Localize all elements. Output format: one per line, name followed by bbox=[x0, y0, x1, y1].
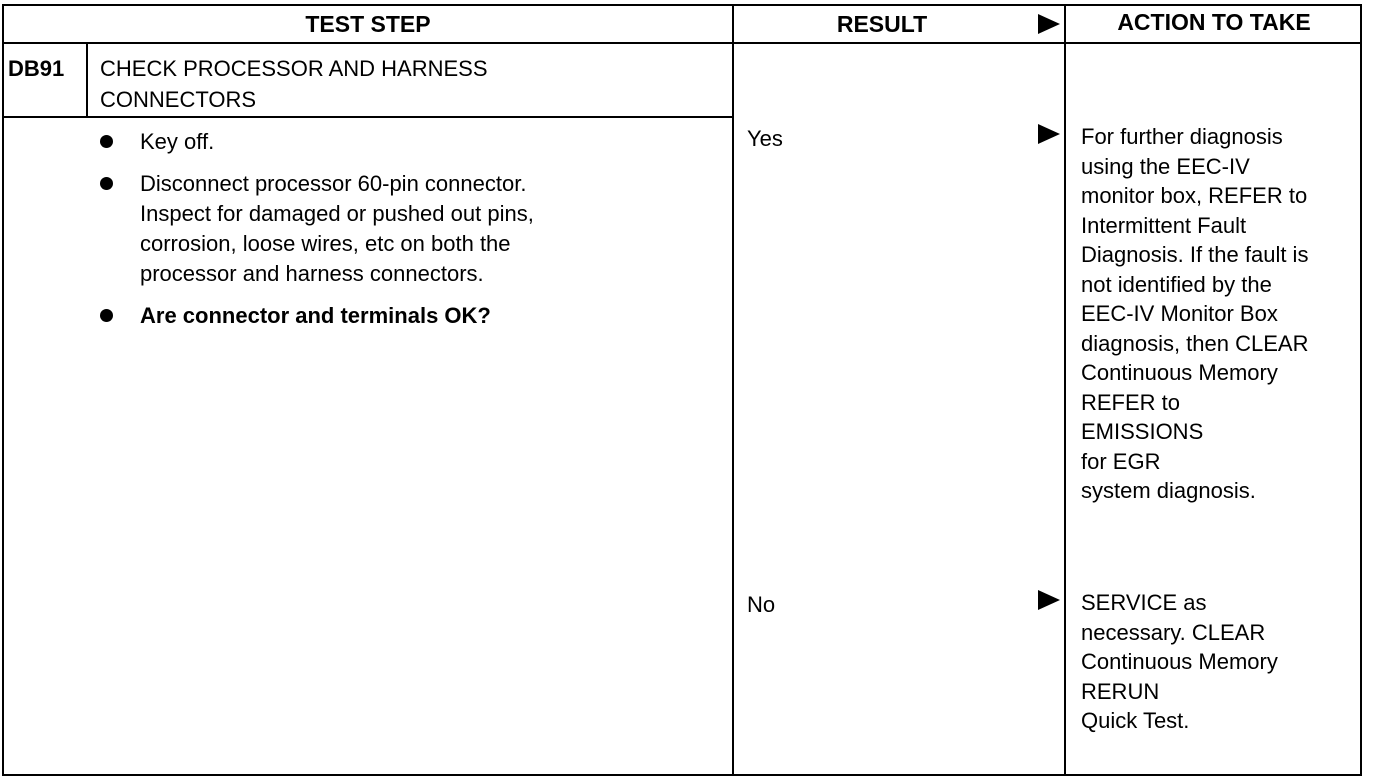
step-item-line: Are connector and terminals OK? bbox=[140, 303, 491, 328]
action-line: using the EEC-IV bbox=[1081, 153, 1250, 179]
result-no: No bbox=[747, 592, 776, 617]
action-line: Diagnosis. If the fault is bbox=[1081, 242, 1309, 267]
result-yes: Yes bbox=[747, 126, 783, 151]
step-item-key-off bbox=[100, 127, 720, 157]
step-title-line: CONNECTORS bbox=[100, 87, 257, 112]
divider-code bbox=[86, 44, 88, 118]
step-title-line: CHECK PROCESSOR AND HARNESS bbox=[100, 56, 488, 81]
step-item-line: Key off. bbox=[140, 129, 215, 154]
bullet-icon bbox=[100, 309, 113, 322]
action-line: Continuous Memory bbox=[1081, 360, 1278, 385]
step-item-line: Inspect for damaged or pushed out pins, bbox=[140, 201, 534, 226]
action-line: For further diagnosis bbox=[1081, 124, 1283, 149]
action-line: SERVICE as bbox=[1081, 590, 1207, 615]
step-item-line: Disconnect processor 60-pin connector. bbox=[140, 171, 527, 196]
step-list bbox=[100, 127, 720, 343]
header-rule bbox=[2, 42, 1362, 44]
header-result: RESULT bbox=[836, 11, 928, 37]
arrow-no-icon bbox=[1038, 590, 1060, 610]
action-line: diagnosis, then CLEAR bbox=[1081, 330, 1309, 356]
action-line: necessary. CLEAR bbox=[1081, 619, 1266, 645]
action-yes bbox=[1081, 122, 1366, 506]
action-line: Quick Test. bbox=[1081, 708, 1190, 733]
action-line: Intermittent Fault bbox=[1081, 212, 1247, 238]
action-line: EMISSIONS bbox=[1081, 419, 1204, 444]
title-rule bbox=[2, 116, 734, 118]
step-item-line: processor and harness connectors. bbox=[140, 261, 484, 286]
action-line: RERUN bbox=[1081, 678, 1160, 704]
action-line: not identified by the bbox=[1081, 271, 1272, 297]
step-item-line: corrosion, loose wires, etc on both the bbox=[140, 231, 511, 256]
header-test-step: TEST STEP bbox=[305, 11, 431, 37]
divider-result bbox=[732, 4, 734, 776]
arrow-yes-icon bbox=[1038, 124, 1060, 144]
action-line: REFER to bbox=[1081, 389, 1181, 415]
step-title bbox=[100, 53, 720, 115]
action-line: Continuous Memory bbox=[1081, 649, 1278, 674]
step-item-disconnect bbox=[100, 169, 720, 289]
bullet-icon bbox=[100, 177, 113, 190]
action-line: for EGR bbox=[1081, 448, 1161, 474]
action-no bbox=[1081, 588, 1366, 736]
action-line: system diagnosis. bbox=[1081, 478, 1256, 503]
divider-action bbox=[1064, 4, 1066, 776]
header-arrow-icon bbox=[1038, 14, 1060, 34]
action-line: monitor box, REFER to bbox=[1081, 183, 1308, 208]
step-item-question bbox=[100, 301, 720, 331]
bullet-icon bbox=[100, 135, 113, 148]
step-code: DB91 bbox=[8, 56, 65, 81]
header-action: ACTION TO TAKE bbox=[1117, 9, 1311, 35]
action-line: EEC-IV Monitor Box bbox=[1081, 301, 1278, 326]
